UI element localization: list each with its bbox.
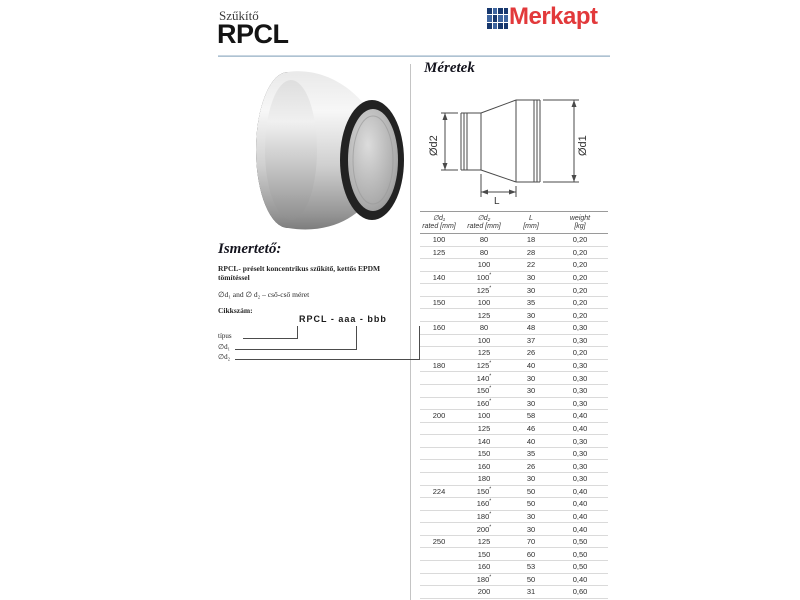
table-cell: 125 (477, 537, 491, 547)
table-cell: 0,20 (572, 348, 588, 358)
table-header-d1: ∅d₁ rated [mm] (422, 215, 456, 230)
table-cell: 125 (477, 423, 491, 433)
table-row (420, 511, 608, 524)
drawing-label-d2: Ød2 (428, 135, 440, 156)
table-header-l: L [mm] (523, 215, 539, 230)
table-cell: 0,30 (572, 335, 588, 345)
table-cell: 125 (477, 310, 491, 320)
table-cell: 30 (526, 273, 536, 283)
table-cell: 150 (432, 298, 446, 308)
table-header-weight: weight [kg] (569, 215, 591, 230)
table-cell: 0,20 (572, 285, 588, 295)
table-cell: 0,50 (572, 537, 588, 547)
dimensions-table (420, 211, 608, 599)
table-cell: 30 (526, 398, 536, 408)
table-cell: 100 (477, 335, 491, 345)
table-cell: 0,30 (572, 436, 588, 446)
table-cell: 0,20 (572, 298, 588, 308)
table-cell: 0,30 (572, 386, 588, 396)
table-cell: 100* (476, 272, 492, 283)
table-cell: 150 (477, 449, 491, 459)
table-cell: 200 (432, 411, 446, 421)
table-cell: 100 (477, 411, 491, 421)
table-cell: 160 (477, 562, 491, 572)
table-row (420, 398, 608, 411)
table-row (420, 423, 608, 436)
table-cell: 0,20 (572, 310, 588, 320)
table-row (420, 486, 608, 499)
legend-connector-d2 (235, 326, 420, 360)
table-row (420, 435, 608, 448)
table-row (420, 284, 608, 297)
table-cell: 0,20 (572, 273, 588, 283)
table-cell: 31 (526, 587, 536, 597)
table-cell: 53 (526, 562, 536, 572)
table-cell: 30 (526, 474, 536, 484)
table-cell: 18 (526, 235, 536, 245)
table-cell: 0,40 (572, 574, 588, 584)
table-cell: 22 (526, 260, 536, 270)
product-subtitle: Szűkítő (219, 8, 259, 23)
table-row (420, 234, 608, 247)
table-cell: 48 (526, 323, 536, 333)
table-row (420, 536, 608, 549)
about-title: Ismertető: (218, 241, 282, 257)
table-cell: 0,50 (572, 549, 588, 559)
table-row (420, 586, 608, 599)
table-cell: 26 (526, 461, 536, 471)
table-cell: 58 (526, 411, 536, 421)
table-cell: 30 (526, 524, 536, 534)
table-row (420, 548, 608, 561)
table-row (420, 460, 608, 473)
sku-pattern: RPCL - aaa - bbb (299, 314, 387, 324)
table-cell: 26 (526, 348, 536, 358)
table-row (420, 272, 608, 285)
table-cell: 100 (477, 260, 491, 270)
table-cell: 46 (526, 423, 536, 433)
table-row (420, 473, 608, 486)
table-cell: 35 (526, 449, 536, 459)
table-cell: 35 (526, 298, 536, 308)
table-row (420, 561, 608, 574)
table-row (420, 498, 608, 511)
table-cell: 180* (476, 574, 492, 584)
table-cell: 0,50 (572, 562, 588, 572)
table-cell: 160 (477, 461, 491, 471)
table-header-row (420, 211, 608, 234)
table-cell: 50 (526, 486, 536, 496)
table-cell: 160* (476, 498, 492, 509)
table-cell: 60 (526, 549, 536, 559)
table-cell: 0,40 (572, 499, 588, 509)
table-cell: 180 (432, 361, 446, 371)
table-cell: 100 (477, 298, 491, 308)
legend-type: típus (218, 332, 232, 340)
table-cell: 150* (476, 385, 492, 396)
legend-d1: ∅d₁ (218, 342, 231, 351)
table-cell: 0,20 (572, 260, 588, 270)
table-cell: 140 (432, 273, 446, 283)
table-cell: 0,30 (572, 474, 588, 484)
table-row (420, 372, 608, 385)
header-rule (218, 55, 610, 57)
table-cell: 40 (526, 361, 536, 371)
drawing-label-l: L (494, 196, 500, 207)
table-cell: 140* (476, 373, 492, 383)
table-cell: 0,60 (572, 587, 588, 597)
table-cell: 40 (526, 436, 536, 446)
table-cell: 30 (526, 373, 536, 383)
table-cell: 50 (526, 574, 536, 584)
table-row (420, 410, 608, 423)
table-cell: 37 (526, 335, 536, 345)
dimensions-note: ∅d₁ and ∅ d₂ – cső-cső méret (218, 290, 310, 299)
table-row (420, 335, 608, 348)
table-cell: 0,30 (572, 373, 588, 383)
table-cell: 50 (526, 499, 536, 509)
table-cell: 200 (477, 587, 491, 597)
table-row (420, 247, 608, 260)
table-cell: 30 (526, 285, 536, 295)
table-cell: 80 (479, 235, 489, 245)
table-cell: 30 (526, 310, 536, 320)
table-row (420, 385, 608, 398)
table-cell: 28 (526, 247, 536, 257)
table-row (420, 523, 608, 536)
table-cell: 125 (477, 348, 491, 358)
table-cell: 150 (477, 549, 491, 559)
product-photo (238, 66, 408, 238)
table-cell: 125* (476, 360, 492, 371)
sku-label: Cikkszám: (218, 306, 253, 315)
table-cell: 180 (477, 474, 491, 484)
table-row (420, 297, 608, 310)
table-row (420, 360, 608, 373)
table-row (420, 448, 608, 461)
table-cell: 30 (526, 512, 536, 521)
table-cell: 0,30 (572, 361, 588, 371)
table-cell: 200* (476, 524, 492, 534)
table-cell: 250 (432, 537, 446, 547)
table-cell: 125* (476, 285, 492, 295)
table-cell: 0,30 (572, 398, 588, 408)
table-cell: 80 (479, 323, 489, 333)
table-cell: 0,30 (572, 449, 588, 459)
table-cell: 0,40 (572, 486, 588, 496)
table-row (420, 309, 608, 322)
logo-grid-icon (487, 8, 508, 29)
table-cell: 80 (479, 247, 489, 257)
table-cell: 100 (432, 235, 446, 245)
table-cell: 0,40 (572, 411, 588, 421)
table-cell: 0,30 (572, 323, 588, 333)
product-title: RPCL (217, 19, 289, 49)
table-cell: 0,20 (572, 235, 588, 245)
table-row (420, 574, 608, 587)
section-title-meretek: Méretek (424, 60, 475, 76)
table-cell: 0,40 (572, 423, 588, 433)
table-cell: 140 (477, 436, 491, 446)
table-body (420, 234, 608, 599)
table-cell: 125 (432, 247, 446, 257)
table-cell: 30 (526, 386, 536, 396)
table-cell: 224 (432, 486, 446, 496)
table-row (420, 259, 608, 272)
table-cell: 0,40 (572, 524, 588, 534)
merkapt-logo (487, 5, 598, 29)
table-cell: 0,30 (572, 461, 588, 471)
technical-drawing (428, 90, 608, 208)
table-cell: 160* (476, 398, 492, 408)
table-cell: 160 (432, 323, 446, 333)
table-row (420, 347, 608, 360)
table-cell: 0,20 (572, 247, 588, 257)
table-cell: 180* (476, 511, 492, 521)
table-cell: 150* (476, 486, 492, 496)
table-cell: 0,40 (572, 512, 588, 521)
logo-wordmark: Merkapt (509, 3, 598, 30)
table-row (420, 322, 608, 335)
table-cell: 70 (526, 537, 536, 547)
legend-d2: ∅d₂ (218, 352, 231, 361)
about-text: RPCL- préselt koncentrikus szűkítő, kettős EPDM tömítéssel (218, 264, 381, 282)
table-header-d2: ∅d₂ rated [mm] (467, 215, 501, 230)
drawing-label-d1: Ød1 (577, 135, 589, 156)
